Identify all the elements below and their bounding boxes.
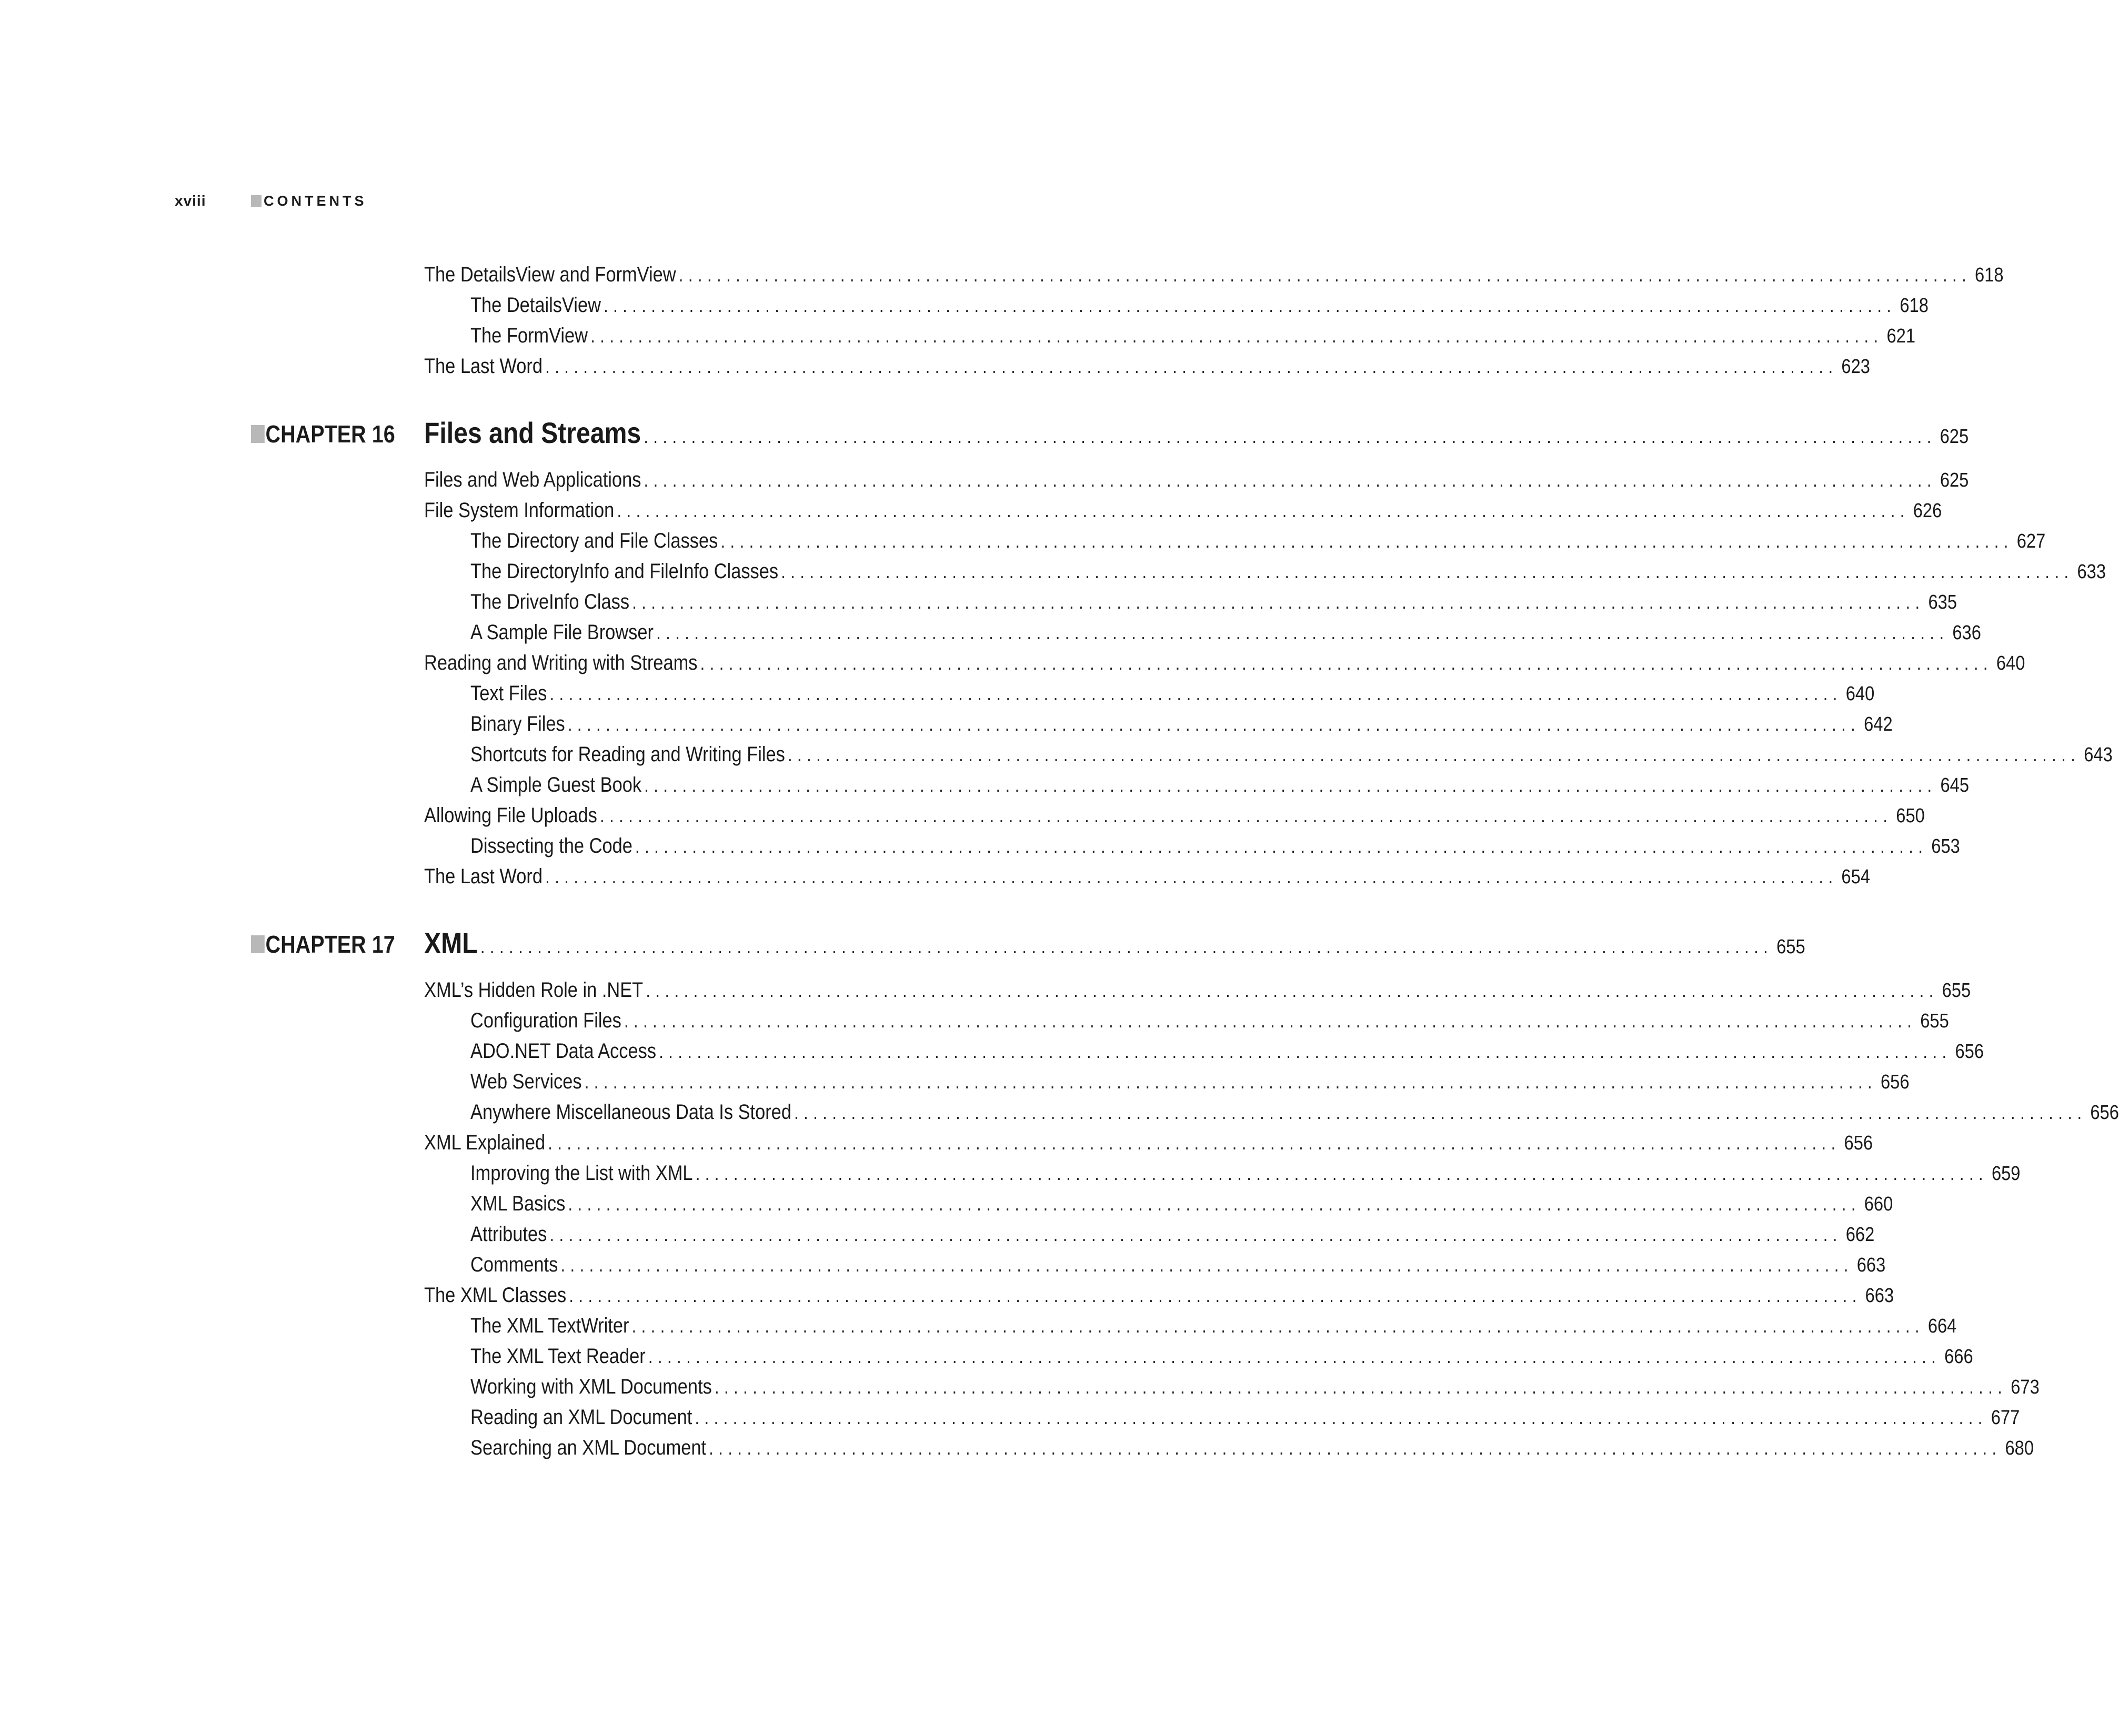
toc-entry-title: XML Basics [470, 1192, 566, 1215]
toc-entry-title: A Simple Guest Book [470, 773, 642, 796]
toc-entry[interactable] [470, 1039, 1984, 1063]
toc-entry-page: 633 [2077, 561, 2106, 583]
toc-entry-page: 677 [1991, 1407, 2020, 1429]
chapter-17-heading[interactable] [251, 926, 1805, 960]
toc-entry-page: 659 [1991, 1163, 2021, 1185]
toc-entry-page: 643 [2084, 744, 2113, 766]
toc-entry[interactable] [470, 1162, 2021, 1185]
toc-entry-page: 663 [1865, 1285, 1894, 1307]
dot-leader: ........................................................................................................................................ [635, 835, 1928, 857]
dot-leader: ........................................................................................................................................ [709, 1437, 2002, 1459]
dot-leader: ........................................................................................................................................ [617, 500, 1910, 521]
dot-leader: ........................................................................................................................................ [545, 356, 1838, 377]
toc-entry-page: 664 [1927, 1315, 1957, 1337]
toc-entry[interactable] [470, 1070, 1910, 1094]
toc-entry-title: Web Services [470, 1070, 582, 1093]
toc-entry-page: 656 [1844, 1132, 1873, 1154]
toc-entry-title: Configuration Files [470, 1009, 621, 1032]
toc-entry[interactable] [424, 263, 2004, 287]
dot-leader: ........................................................................................................................................ [695, 1163, 1989, 1184]
toc-entry[interactable] [470, 529, 2046, 553]
dot-leader: ........................................................................................................................................ [600, 805, 1893, 826]
toc-entry-page: 673 [2011, 1376, 2040, 1398]
toc-entry-title: The Last Word [424, 865, 543, 888]
toc-entry-title: Allowing File Uploads [424, 804, 597, 827]
chapter-label [251, 420, 400, 448]
dot-leader: ........................................................................................................................................ [549, 1224, 1842, 1245]
toc-entry-page: 680 [2005, 1437, 2034, 1459]
toc-entry[interactable] [470, 743, 2113, 766]
dot-leader: ........................................................................................................................................ [569, 1285, 1862, 1306]
toc-entry-title: The FormView [470, 324, 588, 347]
toc-entry-title: Reading and Writing with Streams [424, 651, 698, 674]
dot-leader: ........................................................................................................................................ [549, 683, 1842, 704]
page-number: xviii [175, 193, 206, 209]
dot-leader: ........................................................................................................................................ [644, 469, 1936, 491]
toc-entry-page: 656 [1955, 1041, 1984, 1063]
toc-entry[interactable] [470, 1192, 1893, 1216]
toc-entry-page: 618 [1900, 295, 1929, 317]
toc-entry-title: Files and Web Applications [424, 468, 641, 491]
toc-entry-title: The DirectoryInfo and FileInfo Classes [470, 560, 779, 583]
toc-entry[interactable] [470, 1436, 2034, 1460]
toc-entry-title: Comments [470, 1253, 558, 1276]
toc-entry[interactable] [470, 1101, 2119, 1124]
toc-entry-title: Improving the List with XML [470, 1162, 693, 1185]
toc-entry-title: Anywhere Miscellaneous Data Is Stored [470, 1101, 791, 1124]
toc-entry-page: 666 [1944, 1346, 1973, 1368]
toc-entry[interactable] [424, 1284, 1894, 1307]
dot-leader: ........................................................................................................................................ [560, 1254, 1853, 1276]
toc-entry[interactable] [470, 621, 1981, 644]
toc-entry[interactable] [424, 651, 2025, 675]
toc-entry-title: Dissecting the Code [470, 834, 632, 857]
dot-leader: ........................................................................................................................................ [644, 774, 1937, 796]
toc-entry-page: 656 [1881, 1071, 1910, 1093]
toc-entry-page: 650 [1896, 805, 1925, 827]
toc-entry-page: 626 [1913, 500, 1942, 522]
toc-entry[interactable] [424, 468, 1969, 492]
toc-entry[interactable] [470, 1314, 1957, 1338]
toc-entry[interactable] [424, 804, 1925, 827]
toc-entry[interactable] [470, 560, 2106, 583]
toc-entry-page: 636 [1952, 622, 1981, 644]
toc-entry-title: Attributes [470, 1223, 547, 1246]
toc-entry[interactable] [424, 978, 1971, 1002]
toc-entry-title: Searching an XML Document [470, 1436, 707, 1459]
running-header [175, 190, 367, 211]
toc-entry[interactable] [470, 1223, 1875, 1246]
toc-entry-title: The XML TextWriter [470, 1314, 629, 1337]
toc-entry[interactable] [470, 324, 1915, 348]
toc-entry-page: 662 [1845, 1224, 1875, 1246]
dot-leader: ........................................................................................................................................ [695, 1407, 1987, 1428]
toc-entry[interactable] [470, 1406, 2020, 1429]
toc-entry[interactable] [470, 712, 1893, 736]
dot-leader: ........................................................................................................................................ [548, 1132, 1841, 1154]
toc-entry-title: Shortcuts for Reading and Writing Files [470, 743, 785, 766]
dot-leader: ........................................................................................................................................ [714, 1376, 2007, 1398]
toc-entry-page: 655 [1942, 980, 1971, 1002]
toc-entry-title: The Directory and File Classes [470, 529, 718, 552]
toc-entry-title: File System Information [424, 499, 615, 522]
dot-leader: ........................................................................................................................................ [644, 426, 1936, 447]
chapter-label [251, 930, 400, 958]
toc-entry-title: Reading an XML Document [470, 1406, 692, 1429]
chapter-entry [424, 416, 1969, 450]
toc-entry[interactable] [424, 499, 1942, 522]
toc-entry-title: The DetailsView and FormView [424, 263, 676, 286]
chapter-16-heading[interactable] [251, 416, 1969, 450]
dot-leader: ........................................................................................................................................ [787, 744, 2081, 765]
chapter-page: 625 [1940, 426, 1969, 448]
dot-leader: ........................................................................................................................................ [480, 936, 1773, 957]
toc-entry[interactable] [470, 1253, 1886, 1277]
dot-leader: ........................................................................................................................................ [632, 591, 1925, 613]
toc-entry-page: 645 [1940, 774, 1970, 796]
toc-entry-title: The DriveInfo Class [470, 590, 630, 613]
toc-entry-title: Binary Files [470, 712, 565, 735]
toc-entry-title: XML Explained [424, 1131, 546, 1154]
section-title: CONTENTS [264, 193, 367, 209]
chapter-entry [424, 926, 1805, 960]
dot-leader: ........................................................................................................................................ [567, 713, 1861, 735]
toc-entry-title: Text Files [470, 682, 547, 705]
dot-leader: ........................................................................................................................................ [659, 1041, 1952, 1062]
toc-entry-title: ADO.NET Data Access [470, 1039, 657, 1063]
chapter-square-marker [251, 425, 265, 443]
toc-entry[interactable] [470, 590, 1957, 614]
chapter-title: XML [424, 926, 478, 960]
dot-leader: ........................................................................................................................................ [545, 866, 1838, 887]
toc-entry[interactable] [424, 1131, 1873, 1155]
chapter-label-text: CHAPTER 16 [265, 420, 395, 448]
toc-entry-title: The DetailsView [470, 294, 601, 317]
toc-entry[interactable] [470, 773, 1970, 797]
toc-entry[interactable] [470, 834, 1960, 858]
toc-entry-title: The XML Text Reader [470, 1345, 646, 1368]
toc-entry-page: 625 [1940, 469, 1969, 491]
toc-entry-title: The Last Word [424, 355, 543, 378]
toc-entry-title: A Sample File Browser [470, 621, 654, 644]
toc-entry-page: 654 [1841, 866, 1870, 888]
toc-entry-title: Working with XML Documents [470, 1375, 712, 1398]
toc-entry-page: 642 [1864, 713, 1893, 735]
toc-entry-page: 635 [1928, 591, 1957, 613]
dot-leader: ........................................................................................................................................ [624, 1010, 1917, 1032]
toc-entry[interactable] [470, 682, 1875, 705]
toc-entry-title: XML’s Hidden Role in .NET [424, 978, 644, 1002]
toc-entry-page: 653 [1931, 835, 1960, 857]
toc-entry[interactable] [424, 355, 1870, 378]
dot-leader: ........................................................................................................................................ [648, 1346, 1941, 1367]
toc-entry-page: 621 [1886, 325, 1915, 347]
toc-entry-page: 618 [1975, 264, 2004, 286]
dot-leader: ........................................................................................................................................ [631, 1315, 1924, 1337]
dot-leader: ........................................................................................................................................ [656, 622, 1949, 643]
toc-entry[interactable] [424, 865, 1870, 889]
toc-entry-page: 663 [1856, 1254, 1886, 1276]
chapter-page: 655 [1776, 936, 1805, 958]
dot-leader: ........................................................................................................................................ [794, 1102, 2087, 1123]
chapter-square-marker [251, 935, 265, 953]
toc-entry-page: 656 [2090, 1102, 2119, 1124]
toc-entry[interactable] [470, 294, 1929, 317]
dot-leader: ........................................................................................................................................ [700, 652, 1993, 674]
toc-entry-page: 660 [1864, 1193, 1893, 1215]
toc-entry[interactable] [470, 1375, 2040, 1399]
dot-leader: ........................................................................................................................................ [604, 295, 1896, 316]
header-square-marker [251, 195, 262, 207]
toc-entry-page: 627 [2016, 530, 2046, 552]
dot-leader: ........................................................................................................................................ [678, 264, 1972, 286]
toc-entry[interactable] [470, 1345, 1973, 1368]
chapter-label-text: CHAPTER 17 [265, 931, 395, 958]
toc-entry-page: 640 [1845, 683, 1875, 705]
dot-leader: ........................................................................................................................................ [568, 1193, 1861, 1215]
toc-entry-page: 640 [1996, 652, 2025, 674]
dot-leader: ........................................................................................................................................ [781, 561, 2074, 582]
dot-leader: ........................................................................................................................................ [590, 325, 1883, 347]
toc-entry-title: The XML Classes [424, 1284, 567, 1307]
dot-leader: ........................................................................................................................................ [720, 530, 2013, 552]
toc-entry-page: 655 [1920, 1010, 1949, 1032]
dot-leader: ........................................................................................................................................ [646, 980, 1939, 1001]
toc-entry-page: 623 [1841, 356, 1870, 378]
chapter-title: Files and Streams [424, 416, 641, 449]
toc-entry[interactable] [470, 1009, 1949, 1033]
dot-leader: ........................................................................................................................................ [584, 1071, 1877, 1093]
